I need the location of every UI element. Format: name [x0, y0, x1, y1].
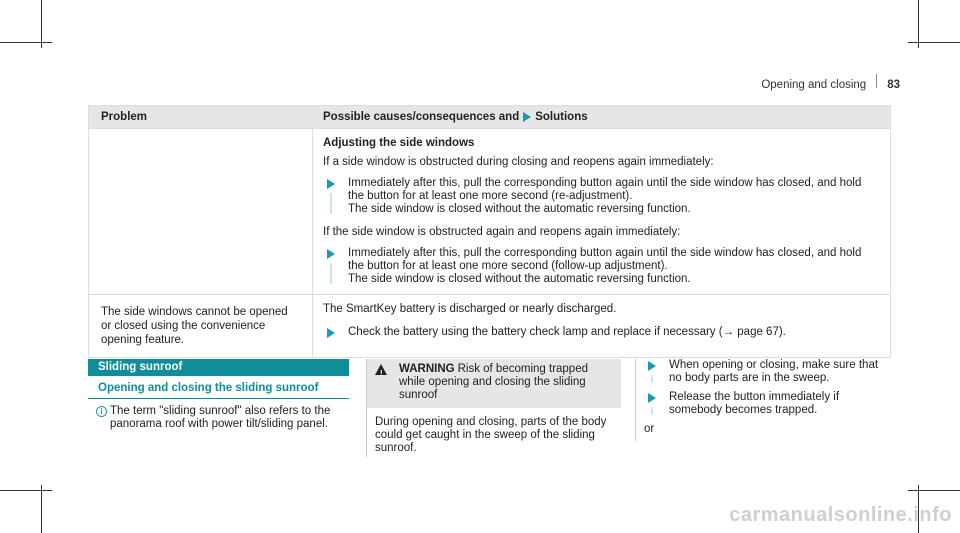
step-text: When opening or closing, make sure that no body parts are in the sweep.	[669, 359, 879, 384]
crop-mark	[908, 490, 960, 491]
problem-cell: The side windows cannot be opened or closed using the convenience opening feature.	[89, 295, 313, 357]
step-text: Immediately after this, pull the corresponding button again until the side window has closed, and hold the button for at least one more second (re-adjustment).	[348, 177, 862, 202]
section-title: Opening and closing	[761, 79, 867, 91]
table-header	[89, 106, 890, 128]
info-note	[88, 405, 358, 431]
crop-mark	[41, 0, 42, 48]
step-text: Check the battery using the battery check lamp and replace if necessary (→ page 67).	[348, 326, 786, 338]
subsection-heading: Opening and closing the sliding sunroof	[88, 382, 349, 399]
crop-mark	[41, 485, 42, 533]
step-arrow-icon	[327, 179, 335, 189]
step-result: The side window is closed without the automatic reversing function.	[348, 273, 691, 285]
col-problem-header: Problem	[101, 111, 148, 123]
note-text: The term "sliding sunroof" also refers to the panorama roof with power tilt/sliding panel.	[110, 405, 331, 430]
step	[644, 391, 891, 417]
watermark: carmanualsonline.info	[729, 504, 952, 526]
page-header	[761, 74, 900, 91]
step-arrow-icon	[327, 249, 335, 259]
warning-label: WARNING	[399, 363, 455, 375]
crop-mark	[0, 42, 52, 43]
step-text: Release the button immediately if somebody becomes trapped.	[669, 391, 840, 416]
step-arrow-icon	[648, 393, 656, 403]
step-result: The side window is closed without the automatic reversing function.	[348, 203, 691, 215]
step	[644, 359, 891, 385]
table-row	[89, 294, 890, 357]
info-icon: i	[96, 406, 107, 417]
page-number: 83	[887, 79, 900, 91]
crop-mark	[0, 490, 52, 491]
warning-header	[367, 359, 621, 408]
step	[323, 247, 880, 286]
warning-body: During opening and closing, parts of the body could get caught in the sweep of the sliding sunroof.	[375, 416, 607, 454]
table-row	[89, 128, 890, 294]
solution-cell	[313, 295, 890, 357]
condition-text: If a side window is obstructed during closing and reopens again immediately:	[323, 156, 714, 168]
warning-box	[366, 359, 621, 457]
condition-text: If the side window is obstructed again and reopens again immediately:	[323, 226, 681, 238]
instruction-column	[635, 359, 891, 441]
step-text: Immediately after this, pull the corresponding button again until the side window has closed, and hold the button for at least one more second (follow-up adjustment).	[348, 247, 862, 272]
col-causes-header	[313, 111, 890, 123]
col-solutions-label: Solutions	[535, 111, 588, 123]
step	[323, 177, 880, 216]
section-heading: Adjusting the side windows	[323, 137, 475, 149]
col-causes-label: Possible causes/consequences and	[323, 111, 520, 123]
troubleshooting-table	[88, 105, 891, 358]
crop-mark	[918, 0, 919, 48]
crop-mark	[908, 42, 960, 43]
warning-icon: !	[375, 364, 387, 375]
problem-cell	[89, 129, 313, 294]
step	[323, 326, 880, 339]
or-text: or	[644, 423, 655, 435]
arrow-icon	[523, 112, 531, 122]
solution-cell	[313, 129, 890, 294]
cause-text: The SmartKey battery is discharged or nearly discharged.	[323, 303, 617, 315]
step-arrow-icon	[327, 328, 335, 338]
section-banner: Sliding sunroof	[88, 359, 349, 376]
header-divider	[876, 74, 877, 88]
step-arrow-icon	[648, 361, 656, 371]
warning-title: Risk of becoming trapped while opening and closing the sliding sunroof	[399, 363, 588, 401]
